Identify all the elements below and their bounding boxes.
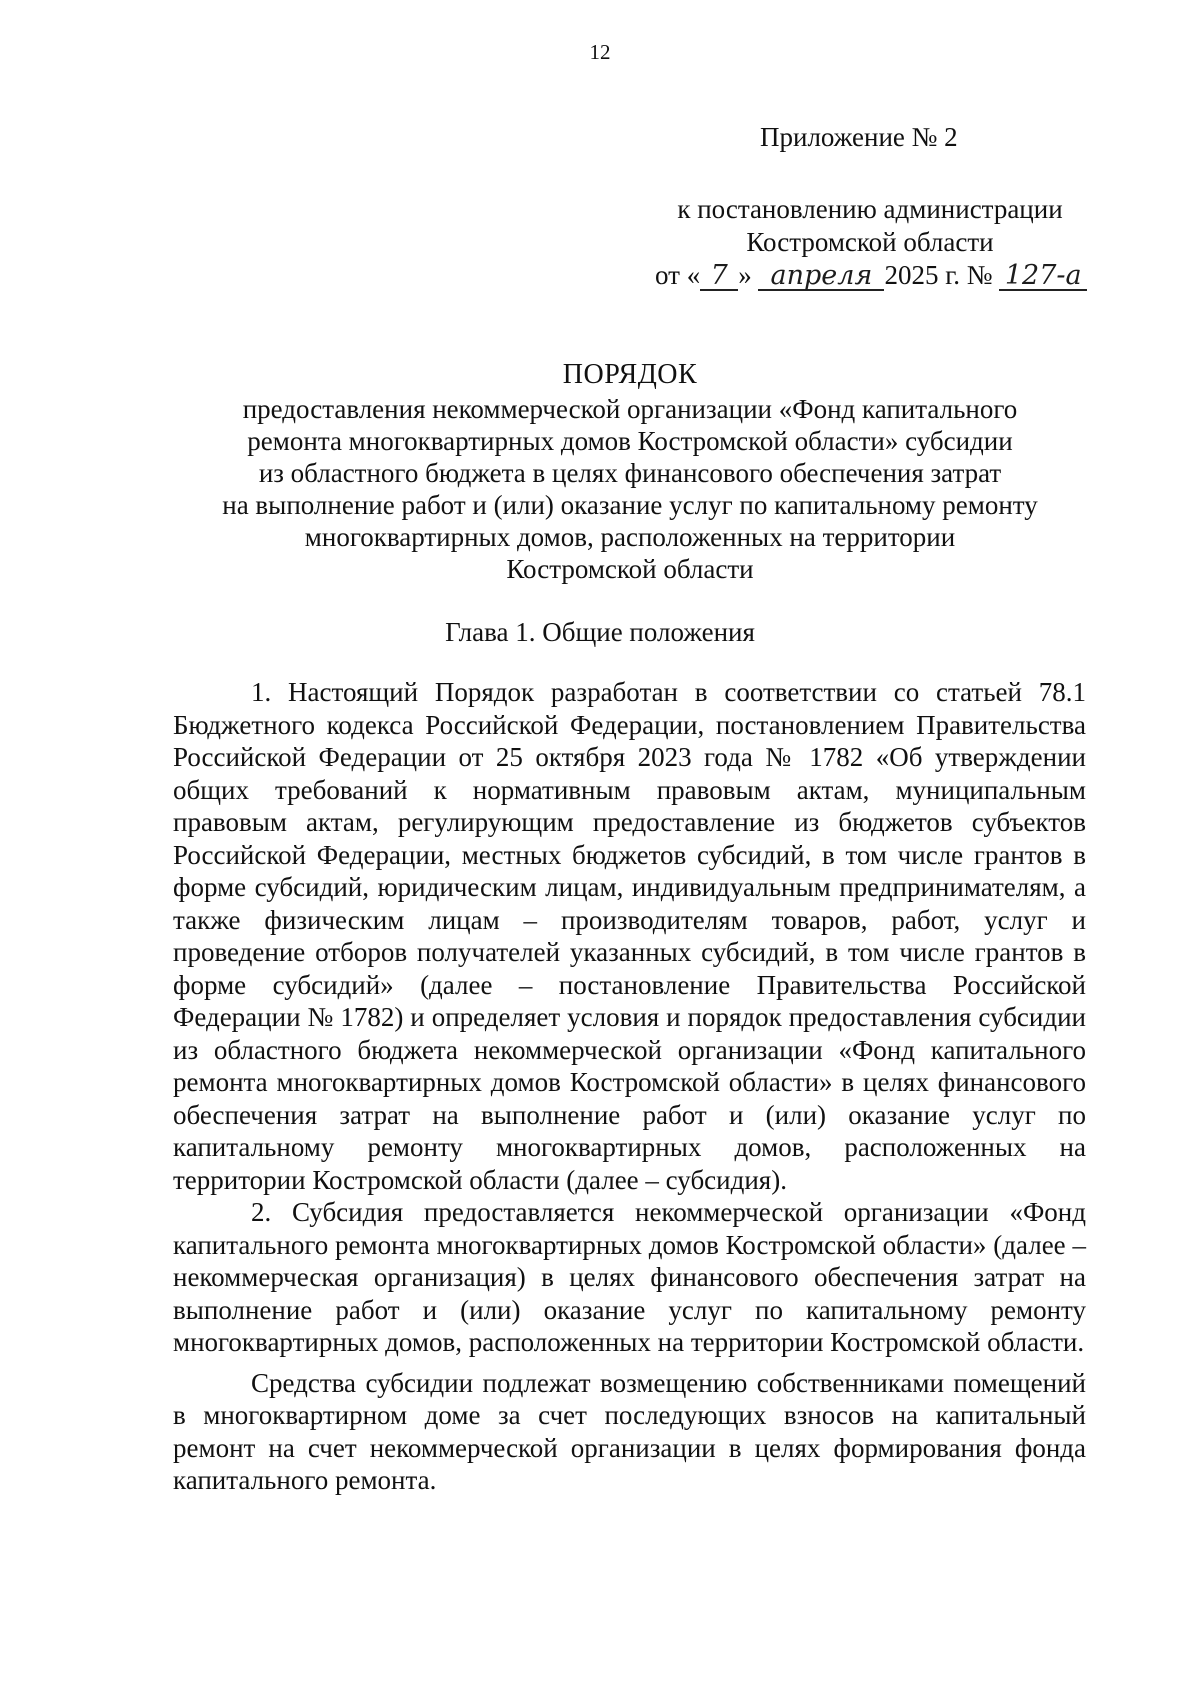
- title-line: многоквартирных домов, расположенных на территории: [304, 522, 956, 552]
- decree-day-handwritten: 7: [700, 263, 738, 291]
- paragraph-2: 2. Субсидия предоставляется некоммерческой организации «Фонд капитального ремонта многоквартирных домов Костромской области» (далее – некоммерческая организация) в целях финансового обеспечения затрат на выполнение работ и (или) оказание услуг по капитальному ремонту многоквартирных домов, расположенных на территории Костромской области.: [173, 1197, 1086, 1357]
- title-heading: ПОРЯДОК: [562, 359, 698, 390]
- decree-number-handwritten: 127-а: [999, 263, 1087, 291]
- paragraph-1: 1. Настоящий Порядок разработан в соответствии со статьей 78.1 Бюджетного кодекса Российской Федерации, постановлением Правительства Российской Федерации от 25 октября 2023 года № 1782 «Об утверждении общих требований к нормативным правовым актам, муниципальным правовым актам, регулирующим предоставление из бюджетов субъектов Российской Федерации, местных бюджетов субсидий, в том числе грантов в форме субсидий, юридическим лицам, индивидуальным предпринимателям, а также физическим лицам – производителям товаров, работ, услуг и проведение отборов получателей указанных субсидий, в том числе грантов в форме субсидий» (далее – постановление Правительства Российской Федерации № 1782) и определяет условия и порядок предоставления субсидии из областного бюджета некоммерческой организации «Фонд капитального ремонта многоквартирных домов Костромской области» в целях финансового обеспечения затрат на выполнение работ и (или) оказание услуг по капитальному ремонту многоквартирных домов, расположенных на территории Костромской области (далее – субсидия).: [173, 677, 1086, 1195]
- decree-line-2: Костромской области: [746, 227, 994, 257]
- title-line: из областного бюджета в целях финансового обеспечения затрат: [258, 458, 1002, 488]
- title-line: на выполнение работ и (или) оказание услуг по капитальному ремонту: [222, 490, 1038, 520]
- decree-line-1: к постановлению администрации: [677, 194, 1063, 224]
- title-line: Костромской области: [506, 554, 754, 584]
- decree-date-line: [655, 259, 1085, 292]
- title-line: предоставления некоммерческой организации «Фонд капитального: [242, 394, 1018, 424]
- decree-reference: [655, 193, 1085, 292]
- decree-date-prefix: от «: [655, 260, 701, 290]
- chapter-heading: Глава 1. Общие положения: [445, 617, 755, 647]
- paragraph-3: Средства субсидии подлежат возмещению собственниками помещений в многоквартирном доме за счет последующих взносов на капитальный ремонт на счет некоммерческой организации в целях формирования фонда капитального ремонта.: [173, 1367, 1086, 1495]
- decree-month-handwritten: апреля: [758, 263, 884, 291]
- appendix-label: Приложение № 2: [760, 122, 958, 152]
- decree-date-mid: »: [738, 260, 752, 290]
- decree-year: 2025 г. №: [884, 260, 993, 290]
- page-number: 12: [589, 40, 611, 64]
- body-text: [173, 676, 1086, 1497]
- document-title: [150, 359, 1110, 585]
- title-line: ремонта многоквартирных домов Костромской области» субсидии: [247, 426, 1013, 456]
